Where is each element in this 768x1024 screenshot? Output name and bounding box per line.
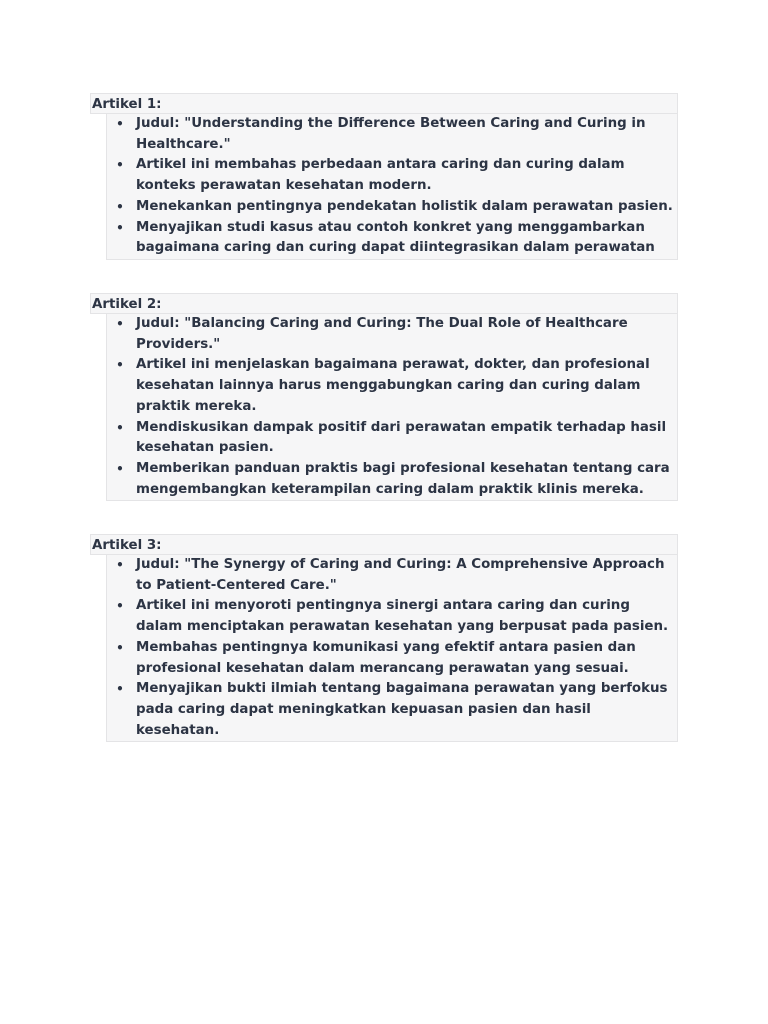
list-item xyxy=(116,355,673,417)
list-item-text: Membahas pentingnya komunikasi yang efektif antara pasien dan profesional kesehatan dalam merancang perawatan yang sesuai. xyxy=(136,639,636,676)
bullet-icon: • xyxy=(116,199,124,214)
list-item-text: Artikel ini menjelaskan bagaimana perawat, dokter, dan profesional kesehatan lainnya harus menggabungkan caring dan curing dalam praktik mereka. xyxy=(136,357,650,414)
list-item-text: Mendiskusikan dampak positif dari perawatan empatik terhadap hasil kesehatan pasien. xyxy=(136,419,667,456)
list-item-text: Artikel ini menyoroti pentingnya sinergi antara caring dan curing dalam menciptakan perawatan kesehatan yang berpusat pada pasien. xyxy=(136,598,669,635)
bullet-icon: • xyxy=(116,682,124,697)
list-item xyxy=(116,679,673,741)
list-item xyxy=(116,459,673,500)
article-bullet-list xyxy=(106,555,678,742)
article-2 xyxy=(90,293,678,501)
bullet-icon: • xyxy=(116,158,124,173)
list-item xyxy=(116,314,673,355)
bullet-icon: • xyxy=(116,420,124,435)
bullet-icon: • xyxy=(116,220,124,235)
article-bullet-list xyxy=(106,114,678,260)
list-item xyxy=(116,418,673,459)
article-bullet-list xyxy=(106,314,678,501)
list-item xyxy=(116,114,673,155)
bullet-icon: • xyxy=(116,640,124,655)
bullet-icon: • xyxy=(116,558,124,572)
list-item xyxy=(116,218,673,259)
list-item-text: Judul: "Balancing Caring and Curing: The Dual Role of Healthcare Providers." xyxy=(136,316,628,352)
article-heading: Artikel 1: xyxy=(90,93,678,114)
list-item-text: Artikel ini membahas perbedaan antara caring dan curing dalam konteks perawatan kesehatan modern. xyxy=(136,157,625,194)
list-item-text: Judul: "Understanding the Difference Between Caring and Curing in Healthcare." xyxy=(136,116,646,152)
article-heading: Artikel 2: xyxy=(90,293,678,314)
list-item xyxy=(116,155,673,196)
list-item-text: Judul: "The Synergy of Caring and Curing: A Comprehensive Approach to Patient-Centered Care." xyxy=(136,557,665,593)
bullet-icon: • xyxy=(116,317,124,331)
list-item-text: Memberikan panduan praktis bagi profesional kesehatan tentang cara mengembangkan keterampilan caring dalam praktik klinis mereka. xyxy=(136,460,670,497)
article-1 xyxy=(90,93,678,260)
list-item-text: Menekankan pentingnya pendekatan holistik dalam perawatan pasien. xyxy=(136,198,673,214)
list-item-text: Menyajikan bukti ilmiah tentang bagaimana perawatan yang berfokus pada caring dapat meningkatkan kepuasan pasien dan hasil kesehatan. xyxy=(136,681,668,738)
bullet-icon: • xyxy=(116,461,124,476)
bullet-icon: • xyxy=(116,117,124,131)
bullet-icon: • xyxy=(116,358,124,373)
list-item xyxy=(116,638,673,679)
article-heading: Artikel 3: xyxy=(90,534,678,555)
bullet-icon: • xyxy=(116,599,124,614)
list-item xyxy=(116,197,673,218)
list-item-text: Menyajikan studi kasus atau contoh konkret yang menggambarkan bagaimana caring dan curing dapat diintegrasikan dalam perawatan xyxy=(136,219,655,256)
list-item xyxy=(116,555,673,596)
list-item xyxy=(116,596,673,637)
article-3 xyxy=(90,534,678,742)
